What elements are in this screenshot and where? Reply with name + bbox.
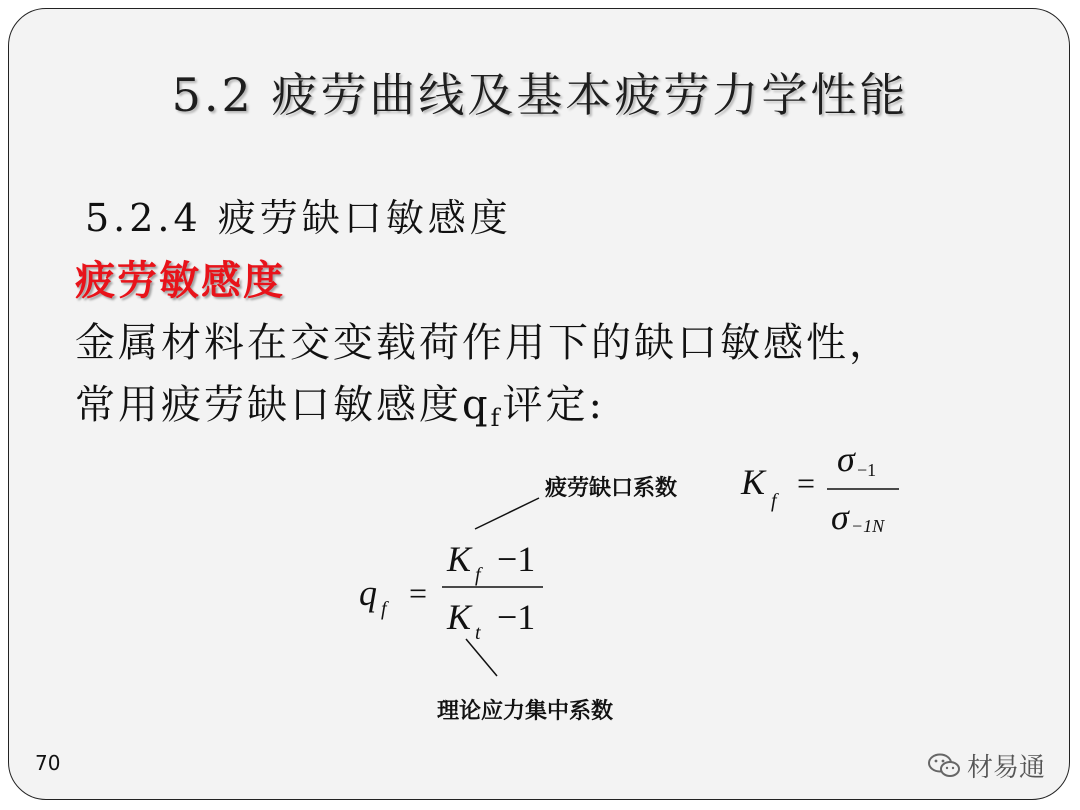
keyword-heading: 疲劳敏感度 bbox=[75, 257, 285, 304]
body-line-2-text: 常用疲劳缺口敏感度q bbox=[75, 382, 491, 428]
kf-numerator-subscript: −1 bbox=[857, 460, 877, 480]
kf-callout-line bbox=[475, 498, 539, 529]
kf-denominator-sigma: σ bbox=[831, 497, 849, 537]
qf-lhs-subscript: f bbox=[381, 598, 387, 620]
qf-numerator-subscript: f bbox=[475, 564, 481, 586]
kf-lhs-subscript: f bbox=[771, 490, 777, 512]
page-number: 70 bbox=[35, 751, 61, 775]
qf-denominator-k: K bbox=[447, 597, 472, 637]
qf-denominator-minus-one: −1 bbox=[497, 597, 536, 637]
watermark-text: 材易通 bbox=[967, 753, 1046, 783]
slide-frame bbox=[8, 8, 1070, 800]
body-line-1: 金属材料在交变载荷作用下的缺口敏感性， bbox=[75, 320, 892, 366]
slide-title: 5.2 疲劳曲线及基本疲劳力学性能 bbox=[171, 68, 909, 122]
body-line-2-subscript: f bbox=[490, 404, 503, 432]
qf-equals: = bbox=[409, 575, 428, 611]
body-line-2-end: 评定: bbox=[502, 382, 605, 428]
kf-numerator-sigma: σ bbox=[837, 439, 855, 479]
section-heading: 5.2.4 疲劳缺口敏感度 bbox=[85, 196, 512, 240]
fatigue-notch-factor-label: 疲劳缺口系数 bbox=[545, 476, 678, 501]
qf-lhs-symbol: q bbox=[359, 573, 377, 613]
kf-denominator-subscript: −1N bbox=[851, 516, 885, 536]
kf-equals: = bbox=[797, 465, 816, 501]
qf-numerator-k: K bbox=[447, 539, 472, 579]
kf-lhs-symbol: K bbox=[741, 462, 766, 502]
qf-denominator-subscript: t bbox=[475, 622, 481, 644]
kt-callout-line bbox=[466, 639, 497, 676]
formula-lines bbox=[9, 9, 1070, 800]
qf-numerator-minus-one: −1 bbox=[497, 539, 536, 579]
stress-concentration-factor-label: 理论应力集中系数 bbox=[437, 699, 614, 724]
watermark bbox=[927, 747, 1045, 784]
wechat-icon bbox=[927, 752, 961, 780]
